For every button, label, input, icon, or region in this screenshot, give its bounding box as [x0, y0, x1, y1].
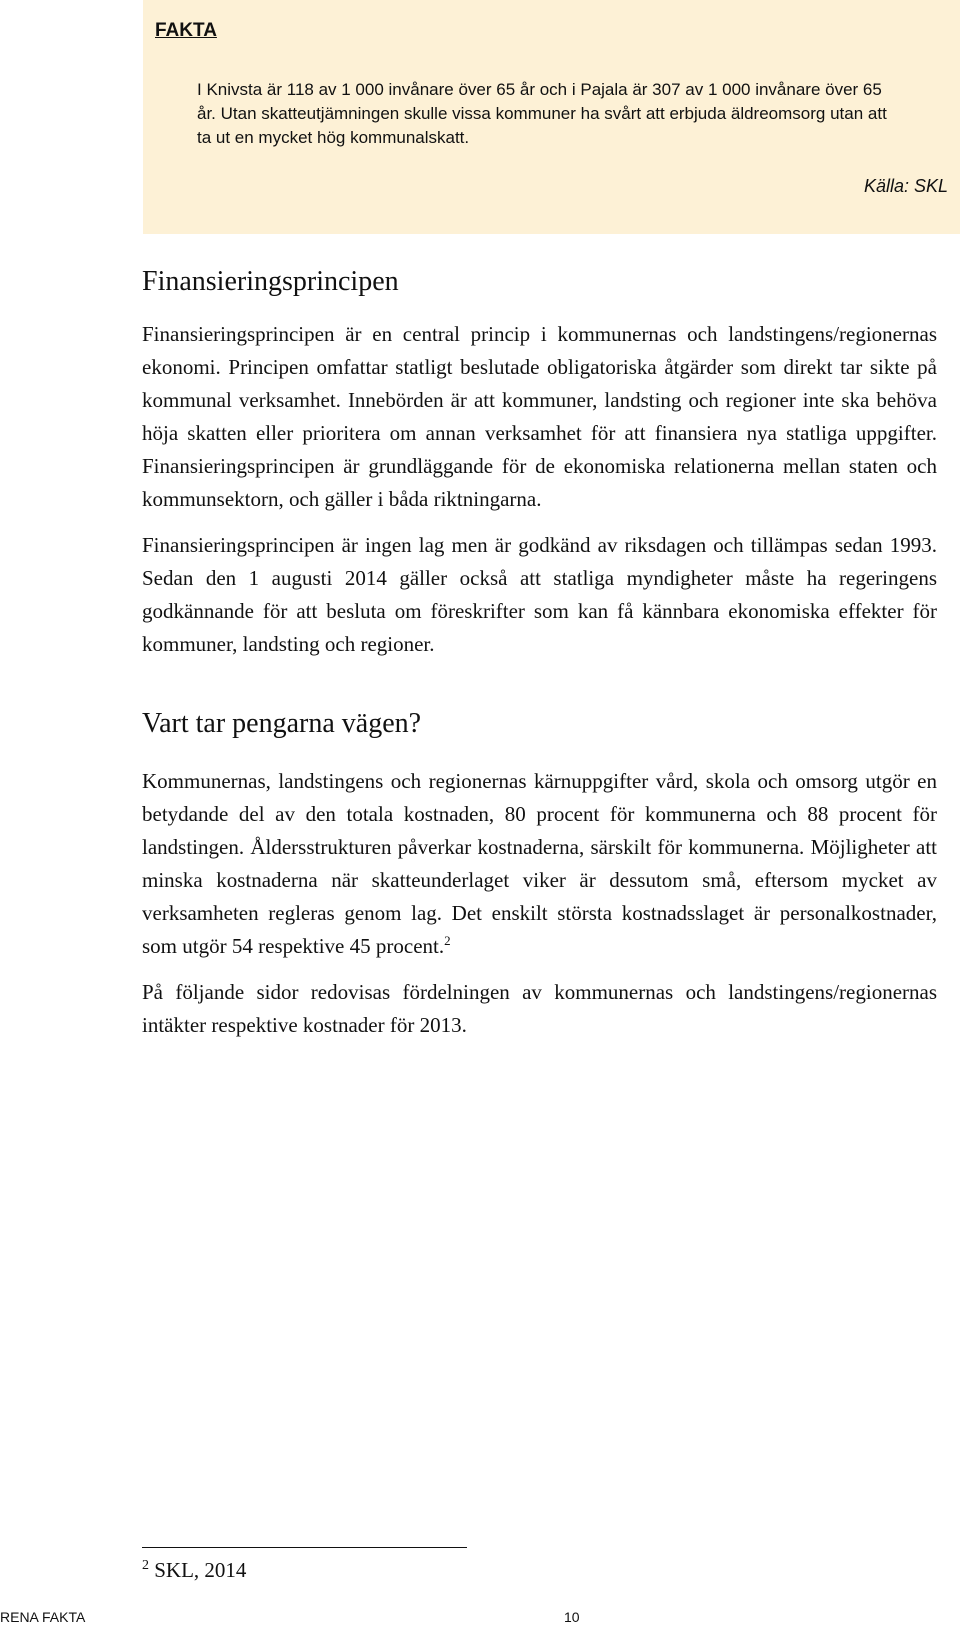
footnote-reference[interactable]: 2: [444, 933, 451, 948]
footer-publication-name: RENA FAKTA: [0, 1609, 86, 1625]
footnote: [142, 1558, 246, 1583]
fakta-title: FAKTA: [155, 20, 217, 41]
footnote-text: SKL, 2014: [154, 1558, 247, 1582]
paragraph-following-pages: På följande sidor redovisas fördelningen av kommunernas och landstingens/regionernas intäkter respektive kostnader för 2013.: [142, 980, 937, 1037]
fakta-body: I Knivsta är 118 av 1 000 invånare över 65 år och i Pajala är 307 av 1 000 invånare över 65 år. Utan skatteutjämningen skulle vissa kommuner ha svårt att erbjuda äldreomsorg utan att ta ut en mycket hög kommunalskatt.: [197, 80, 887, 147]
footnote-number: 2: [142, 1558, 149, 1573]
fakta-source: Källa: SKL: [863, 176, 948, 196]
footnote-divider: [142, 1547, 467, 1548]
footer-page-number: 10: [564, 1609, 580, 1625]
paragraph-history: Finansieringsprincipen är ingen lag men är godkänd av riksdagen och tillämpas sedan 1993. Sedan den 1 augusti 2014 gäller också att statliga myndigheter måste ha regeringens godkännande för att besluta om föreskrifter som kan få kännbara ekonomiska effekter för kommuner, landsting och regioner.: [142, 533, 937, 656]
paragraph-costs: [142, 765, 937, 963]
paragraph-costs-text: Kommunernas, landstingens och regionernas kärnuppgifter vård, skola och omsorg utgör en betydande del av den totala kostnaden, 80 procent för kommunerna och 88 procent för landstingen. Åldersstrukturen påverkar kostnaderna, särskilt för kommunerna. Möjligheter att minska kostnaderna när skatteunderlaget viker är dessutom små, eftersom mycket av verksamheten regleras genom lag. Det enskilt största kostnadsslaget är personalkostnader, som utgör 54 respektive 45 procent.: [142, 769, 937, 958]
section-heading-vart-tar-pengarna: Vart tar pengarna vägen?: [142, 708, 422, 739]
section-heading-finansieringsprincipen: Finansieringsprincipen: [142, 266, 399, 297]
paragraph-principle: Finansieringsprincipen är en central princip i kommunernas och landstingens/regionernas ekonomi. Principen omfattar statligt beslutade obligatoriska åtgärder som direkt tar sikte på kommunal verksamhet. Innebörden är att kommuner, landsting och regioner inte ska behöva höja skatten eller prioritera om annan verksamhet för att finansiera nya statliga uppgifter. Finansieringsprincipen är grundläggande för de ekonomiska relationerna mellan staten och kommunsektorn, och gäller i båda riktningarna.: [142, 322, 937, 511]
main-content: [142, 262, 937, 1042]
fakta-box: [143, 0, 960, 234]
